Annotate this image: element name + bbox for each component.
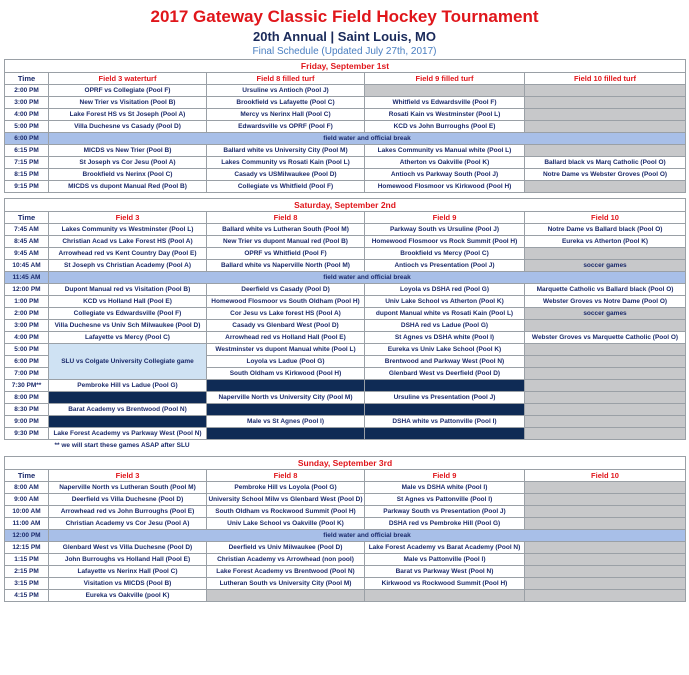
game-cell	[525, 590, 686, 602]
game-cell: Loyola vs DSHA red (Pool G)	[365, 284, 525, 296]
game-cell: Visitation vs MICDS (Pool B)	[49, 578, 207, 590]
time-cell: 2:15 PM	[5, 566, 49, 578]
game-cell: Casady vs USMilwaukee (Pool D)	[207, 169, 365, 181]
game-row	[5, 308, 686, 320]
game-cell	[525, 109, 686, 121]
game-cell: Homewood Flosmoor vs South Oldham (Pool H)	[207, 296, 365, 308]
game-cell: Christian Academy vs Arrowhead (non pool)	[207, 554, 365, 566]
break-row	[5, 272, 686, 284]
game-cell	[207, 590, 365, 602]
game-cell: Ballard white vs Naperville North (Pool M)	[207, 260, 365, 272]
game-cell: Arrowhead red vs John Burroughs (Pool E)	[49, 506, 207, 518]
game-cell: Lake Forest Academy vs Brentwood (Pool N)	[207, 566, 365, 578]
time-cell: 8:15 PM	[5, 169, 49, 181]
column-headers	[5, 470, 686, 482]
column-header: Field 8	[207, 212, 365, 224]
page-header	[0, 0, 689, 59]
game-cell: Lakes Community vs Westminster (Pool L)	[49, 224, 207, 236]
game-cell: Barat Academy vs Brentwood (Pool N)	[49, 404, 207, 416]
time-cell: 10:00 AM	[5, 506, 49, 518]
game-cell	[525, 392, 686, 404]
game-cell: MICDS vs dupont Manual Red (Pool B)	[49, 181, 207, 193]
page-title: 2017 Gateway Classic Field Hockey Tournament	[150, 7, 539, 26]
game-cell: Ursuline vs Presentation (Pool J)	[365, 392, 525, 404]
game-cell: Westminster vs dupont Manual white (Pool L)	[207, 344, 365, 356]
game-cell	[525, 368, 686, 380]
game-cell: St Agnes vs Pattonville (Pool I)	[365, 494, 525, 506]
game-cell: KCD vs John Burroughs (Pool E)	[365, 121, 525, 133]
game-cell: Parkway South vs Presentation (Pool J)	[365, 506, 525, 518]
game-cell	[525, 482, 686, 494]
column-header: Field 9	[365, 470, 525, 482]
game-cell: Edwardsville vs OPRF (Pool F)	[207, 121, 365, 133]
game-cell: Male vs St Agnes (Pool I)	[207, 416, 365, 428]
game-cell: Parkway South vs Ursuline (Pool J)	[365, 224, 525, 236]
column-header: Time	[5, 470, 49, 482]
time-cell: 11:00 AM	[5, 518, 49, 530]
game-cell: Whitfield vs Edwardsville (Pool F)	[365, 97, 525, 109]
game-row	[5, 590, 686, 602]
game-row	[5, 169, 686, 181]
day-header-saturday	[5, 199, 686, 212]
game-row	[5, 554, 686, 566]
game-cell: Notre Dame vs Ballard black (Pool O)	[525, 224, 686, 236]
time-cell: 7:30 PM**	[5, 380, 49, 392]
game-cell	[525, 428, 686, 440]
time-cell: 5:00 PM	[5, 344, 49, 356]
column-header: Field 8	[207, 470, 365, 482]
game-cell: Male vs DSHA white (Pool I)	[365, 482, 525, 494]
time-cell: 12:15 PM	[5, 542, 49, 554]
game-cell: St Joseph vs Christian Academy (Pool A)	[49, 260, 207, 272]
game-cell	[525, 145, 686, 157]
game-cell	[207, 428, 365, 440]
game-cell: Ballard white vs University City (Pool M)	[207, 145, 365, 157]
time-cell: 2:00 PM	[5, 85, 49, 97]
time-cell: 7:15 PM	[5, 157, 49, 169]
game-cell: Webster Groves vs Notre Dame (Pool O)	[525, 296, 686, 308]
game-row	[5, 320, 686, 332]
game-cell: Villa Duchesne vs Univ Sch Milwaukee (Pool D)	[49, 320, 207, 332]
game-cell: Lafayette vs Mercy (Pool C)	[49, 332, 207, 344]
game-cell: Lakes Community vs Manual white (Pool L)	[365, 145, 525, 157]
time-cell: 9:30 PM	[5, 428, 49, 440]
game-cell: Webster Groves vs Marquette Catholic (Pool O)	[525, 332, 686, 344]
game-cell: soccer games	[525, 260, 686, 272]
game-cell: Casady vs Glenbard West (Pool D)	[207, 320, 365, 332]
game-row	[5, 296, 686, 308]
game-row	[5, 157, 686, 169]
time-cell: 6:00 PM	[5, 133, 49, 145]
game-cell	[525, 344, 686, 356]
time-cell: 9:00 PM	[5, 416, 49, 428]
game-cell: Arrowhead red vs Holland Hall (Pool E)	[207, 332, 365, 344]
game-cell: Glenbard West vs Deerfield (Pool D)	[365, 368, 525, 380]
game-cell: Pembroke Hill vs Loyola (Pool G)	[207, 482, 365, 494]
game-row	[5, 236, 686, 248]
time-cell: 8:00 PM	[5, 392, 49, 404]
game-cell: Glenbard West vs Villa Duchesne (Pool D)	[49, 542, 207, 554]
game-cell: Brentwood and Parkway West (Pool N)	[365, 356, 525, 368]
time-cell: 7:45 AM	[5, 224, 49, 236]
game-cell: DSHA white vs Pattonville (Pool I)	[365, 416, 525, 428]
game-cell: DSHA red vs Pembroke Hill (Pool G)	[365, 518, 525, 530]
time-cell: 4:00 PM	[5, 332, 49, 344]
column-header: Field 9	[365, 212, 525, 224]
game-cell: Lake Forest Academy vs Barat Academy (Pool N)	[365, 542, 525, 554]
game-cell	[525, 554, 686, 566]
column-headers	[5, 73, 686, 85]
column-header: Field 10 filled turf	[525, 73, 686, 85]
game-cell: South Oldham vs Kirkwood (Pool H)	[207, 368, 365, 380]
column-header: Field 3	[49, 212, 207, 224]
page-subtitle: 20th Annual | Saint Louis, MO	[253, 29, 436, 44]
day-header-sunday	[5, 457, 686, 470]
game-cell: Deerfield vs Casady (Pool D)	[207, 284, 365, 296]
game-cell	[49, 392, 207, 404]
game-cell: OPRF vs Whitfield (Pool F)	[207, 248, 365, 260]
game-cell: Villa Duchesne vs Casady (Pool D)	[49, 121, 207, 133]
game-row	[5, 494, 686, 506]
game-cell: Dupont Manual red vs Visitation (Pool B)	[49, 284, 207, 296]
schedule-table	[4, 59, 686, 602]
game-row	[5, 404, 686, 416]
game-cell: Ursuline vs Antioch (Pool J)	[207, 85, 365, 97]
game-cell: Collegiate vs Whitfield (Pool F)	[207, 181, 365, 193]
game-cell	[525, 566, 686, 578]
game-cell	[525, 356, 686, 368]
game-cell: Pembroke Hill vs Ladue (Pool G)	[49, 380, 207, 392]
game-cell	[365, 85, 525, 97]
game-row	[5, 224, 686, 236]
time-cell: 3:00 PM	[5, 320, 49, 332]
game-cell: Cor Jesu vs Lake forest HS (Pool A)	[207, 308, 365, 320]
update-note: Final Schedule (Updated July 27th, 2017)	[252, 46, 437, 57]
game-cell: Eureka vs Univ Lake School (Pool K)	[365, 344, 525, 356]
game-cell: Christian Acad vs Lake Forest HS (Pool A)	[49, 236, 207, 248]
game-cell: John Burroughs vs Holland Hall (Pool E)	[49, 554, 207, 566]
game-cell	[365, 404, 525, 416]
game-cell: New Trier vs dupont Manual red (Pool B)	[207, 236, 365, 248]
game-cell: Lake Forest HS vs St Joseph (Pool A)	[49, 109, 207, 121]
game-cell	[525, 518, 686, 530]
game-row	[5, 284, 686, 296]
game-cell	[525, 506, 686, 518]
game-row	[5, 121, 686, 133]
game-cell: Eureka vs Oakville (pool K)	[49, 590, 207, 602]
game-cell: Naperville North vs Lutheran South (Pool M)	[49, 482, 207, 494]
game-cell: Brookfield vs Nerinx (Pool C)	[49, 169, 207, 181]
game-cell	[365, 428, 525, 440]
game-cell: Male vs Pattonville (Pool I)	[365, 554, 525, 566]
footnote: ** we will start these games ASAP after SLU	[54, 442, 190, 449]
break-row	[5, 133, 686, 145]
game-cell: South Oldham vs Rockwood Summit (Pool H)	[207, 506, 365, 518]
game-row	[5, 248, 686, 260]
game-cell: St Joseph vs Cor Jesu (Pool A)	[49, 157, 207, 169]
game-cell	[49, 416, 207, 428]
time-cell: 8:45 AM	[5, 236, 49, 248]
column-headers	[5, 212, 686, 224]
game-row	[5, 109, 686, 121]
time-cell: 6:15 PM	[5, 145, 49, 157]
game-cell	[525, 542, 686, 554]
game-cell	[525, 380, 686, 392]
game-cell: soccer games	[525, 308, 686, 320]
game-cell	[525, 320, 686, 332]
break-row	[5, 530, 686, 542]
game-cell: dupont Manual white vs Rosati Kain (Pool L)	[365, 308, 525, 320]
game-cell	[525, 248, 686, 260]
time-cell: 8:00 AM	[5, 482, 49, 494]
time-cell: 4:00 PM	[5, 109, 49, 121]
game-cell: Deerfield vs Univ Milwaukee (Pool D)	[207, 542, 365, 554]
time-cell: 2:00 PM	[5, 308, 49, 320]
game-cell: Brookfield vs Lafayette (Pool C)	[207, 97, 365, 109]
game-cell: DSHA red vs Ladue (Pool G)	[365, 320, 525, 332]
game-row	[5, 578, 686, 590]
game-cell: Lafayette vs Nerinx Hall (Pool C)	[49, 566, 207, 578]
game-cell: Univ Lake School vs Atherton (Pool K)	[365, 296, 525, 308]
time-cell: 6:00 PM	[5, 356, 49, 368]
game-cell	[525, 181, 686, 193]
game-row	[5, 380, 686, 392]
game-row	[5, 542, 686, 554]
day-title: Sunday, September 3rd	[5, 457, 686, 470]
game-row	[5, 332, 686, 344]
column-header: Time	[5, 212, 49, 224]
day-title: Friday, September 1st	[5, 60, 686, 73]
game-row	[5, 181, 686, 193]
time-cell: 3:15 PM	[5, 578, 49, 590]
game-cell: Arrowhead red vs Kent Country Day (Pool E)	[49, 248, 207, 260]
game-cell: Lutheran South vs University City (Pool M)	[207, 578, 365, 590]
time-cell: 9:45 AM	[5, 248, 49, 260]
game-cell: University School Milw vs Glenbard West (Pool D)	[207, 494, 365, 506]
game-cell	[525, 97, 686, 109]
game-cell	[525, 578, 686, 590]
game-cell: Kirkwood vs Rockwood Summit (Pool H)	[365, 578, 525, 590]
column-header: Field 10	[525, 470, 686, 482]
game-cell: Lake Forest Academy vs Parkway West (Pool N)	[49, 428, 207, 440]
game-row	[5, 506, 686, 518]
game-row	[5, 145, 686, 157]
game-cell: Antioch vs Parkway South (Pool J)	[365, 169, 525, 181]
game-row	[5, 566, 686, 578]
column-header: Time	[5, 73, 49, 85]
game-row	[5, 482, 686, 494]
game-cell: Marquette Catholic vs Ballard black (Pool O)	[525, 284, 686, 296]
game-row	[5, 392, 686, 404]
game-cell	[525, 404, 686, 416]
game-cell: Ballard black vs Marq Catholic (Pool O)	[525, 157, 686, 169]
game-cell: Lakes Community vs Rosati Kain (Pool L)	[207, 157, 365, 169]
game-cell: OPRF vs Collegiate (Pool F)	[49, 85, 207, 97]
column-header: Field 9 filled turf	[365, 73, 525, 85]
game-cell	[525, 416, 686, 428]
time-cell: 7:00 PM	[5, 368, 49, 380]
time-cell: 12:00 PM	[5, 284, 49, 296]
game-cell: Homewood Flosmoor vs Kirkwood (Pool H)	[365, 181, 525, 193]
game-cell: Eureka vs Atherton (Pool K)	[525, 236, 686, 248]
time-cell: 1:00 PM	[5, 296, 49, 308]
game-cell	[365, 590, 525, 602]
game-row	[5, 260, 686, 272]
game-cell: Notre Dame vs Webster Groves (Pool O)	[525, 169, 686, 181]
game-cell: Christian Academy vs Cor Jesu (Pool A)	[49, 518, 207, 530]
column-header: Field 3 waterturf	[49, 73, 207, 85]
time-cell: 12:00 PM	[5, 530, 49, 542]
game-cell: Homewood Flosmoor vs Rock Summit (Pool H)	[365, 236, 525, 248]
time-cell: 10:45 AM	[5, 260, 49, 272]
game-cell: Collegiate vs Edwardsville (Pool F)	[49, 308, 207, 320]
special-game-cell: SLU vs Colgate University Collegiate game	[49, 344, 207, 380]
game-cell: Loyola vs Ladue (Pool G)	[207, 356, 365, 368]
game-cell: Atherton vs Oakville (Pool K)	[365, 157, 525, 169]
time-cell: 9:15 PM	[5, 181, 49, 193]
game-row	[5, 85, 686, 97]
game-cell: MICDS vs New Trier (Pool B)	[49, 145, 207, 157]
game-cell: St Agnes vs DSHA white (Pool I)	[365, 332, 525, 344]
game-cell	[525, 121, 686, 133]
column-header: Field 3	[49, 470, 207, 482]
game-row	[5, 344, 686, 356]
game-cell: Naperville North vs University City (Pool M)	[207, 392, 365, 404]
game-cell: Univ Lake School vs Oakville (Pool K)	[207, 518, 365, 530]
time-cell: 5:00 PM	[5, 121, 49, 133]
break-cell: field water and official break	[49, 530, 686, 542]
game-cell: Rosati Kain vs Westminster (Pool L)	[365, 109, 525, 121]
column-header: Field 10	[525, 212, 686, 224]
game-cell: Brookfield vs Mercy (Pool C)	[365, 248, 525, 260]
game-cell: Deerfield vs Villa Duchesne (Pool D)	[49, 494, 207, 506]
game-cell: Ballard white vs Lutheran South (Pool M)	[207, 224, 365, 236]
column-header: Field 8 filled turf	[207, 73, 365, 85]
time-cell: 8:30 PM	[5, 404, 49, 416]
time-cell: 3:00 PM	[5, 97, 49, 109]
game-cell: KCD vs Holland Hall (Pool E)	[49, 296, 207, 308]
day-header-friday	[5, 60, 686, 73]
game-cell: Barat vs Parkway West (Pool N)	[365, 566, 525, 578]
game-cell	[207, 380, 365, 392]
break-cell: field water and official break	[49, 272, 686, 284]
game-cell: Mercy vs Nerinx Hall (Pool C)	[207, 109, 365, 121]
game-cell: Antioch vs Presentation (Pool J)	[365, 260, 525, 272]
break-cell: field water and official break	[49, 133, 686, 145]
time-cell: 11:45 AM	[5, 272, 49, 284]
time-cell: 1:15 PM	[5, 554, 49, 566]
game-row	[5, 428, 686, 440]
game-cell	[365, 380, 525, 392]
day-title: Saturday, September 2nd	[5, 199, 686, 212]
game-cell	[525, 85, 686, 97]
game-row	[5, 518, 686, 530]
time-cell: 9:00 AM	[5, 494, 49, 506]
note-row	[5, 440, 686, 452]
game-cell	[207, 404, 365, 416]
time-cell: 4:15 PM	[5, 590, 49, 602]
game-cell: New Trier vs Visitation (Pool B)	[49, 97, 207, 109]
game-cell	[525, 494, 686, 506]
game-row	[5, 416, 686, 428]
game-row	[5, 97, 686, 109]
